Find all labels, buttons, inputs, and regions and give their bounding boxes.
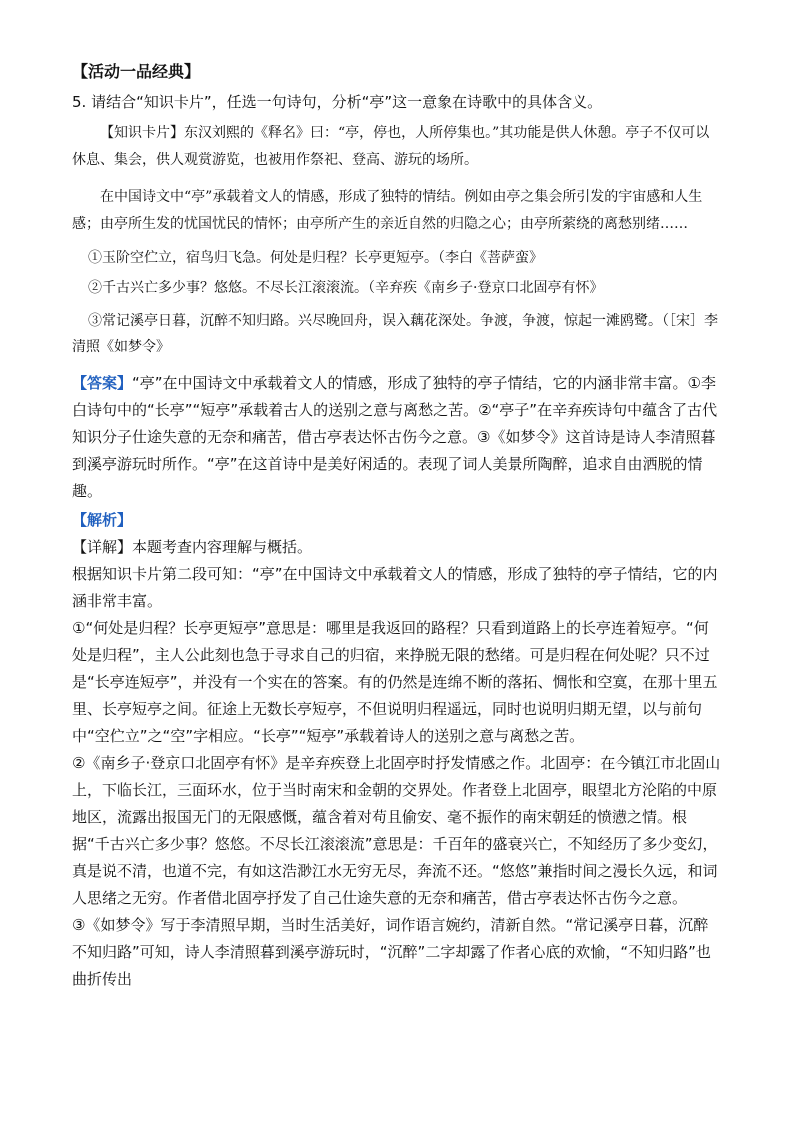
analysis-paragraph-3: ②《南乡子·登京口北固亭有怀》是辛弃疾登上北固亭时抒发情感之作。北固亭：在今镇江市北固山上，下临长江，三面环水，位于当时南宋和金朝的交界处。作者登上北固亭，眼望北方沦陷的中原地区，流露出报国无门的无限感慨，蕴含着对苟且偷安、毫不振作的南宋朝廷的愤懑之情。根据“千古兴亡多少事？悠悠。不尽长江滚滚流”意思是：千百年的盛衰兴亡，不知经历了多少变幻，真是说不清，也道不完，有如这浩渺江水无穷无尽，奔流不还。“悠悠”兼指时间之漫长久远，和词人思绪之无穷。作者借北固亭抒发了自己仕途失意的无奈和痛苦，借古亭表达怀古伤今之意。	[72, 754, 721, 907]
analysis-label	[72, 507, 722, 534]
analysis-paragraph-2: ①“何处是归程？长亭更短亭”意思是：哪里是我返回的路程？只看到道路上的长亭连着短亭。“何处是归程”，主人公此刻也急于寻求自己的归宿，来挣脱无限的愁绪。可是归程在何处呢？只不过是“长亭连短亭”，并没有一个实在的答案。有的仍然是连绵不断的落拓、惆怅和空寞，在那十里五里、长亭短亭之间。征途上无数长亭短亭，不但说明归程遥远，同时也说明归期无望，以与前句中“空伫立”之“空”字相应。“长亭”“短亭”承载着诗人的送别之意与离愁之苦。	[72, 619, 718, 745]
document-page	[72, 62, 722, 993]
detail-label: 【详解】	[72, 538, 133, 556]
poem-line-3: ③常记溪亭日暮，沉醉不知归路。兴尽晚回舟，误入藕花深处。争渡，争渡，惊起一滩鸥鹭。（［宋］李清照《如梦令》	[72, 313, 718, 355]
analysis-label-text: 【解析】	[72, 511, 133, 529]
poem-line-1: ①玉阶空伫立，宿鸟归飞急。何处是归程？长亭更短亭。（李白《菩萨蛮》	[88, 250, 543, 266]
answer-label: 【答案】	[72, 374, 133, 392]
detail-text: 本题考查内容理解与概括。	[132, 538, 313, 556]
detail-line	[72, 534, 722, 561]
analysis-paragraph-1: 根据知识卡片第二段可知：“亭”在中国诗文中承载着文人的情感，形成了独特的亭子情结，它的内涵非常丰富。	[72, 565, 718, 610]
answer-section	[72, 370, 722, 505]
poem-line-2: ②千古兴亡多少事？悠悠。不尽长江滚滚流。（辛弃疾《南乡子·登京口北固亭有怀》	[88, 280, 604, 296]
answer-text: “亭”在中国诗文中承载着文人的情感，形成了独特的亭子情结，它的内涵非常丰富。①李白诗句中的“长亭”“短亭”承载着古人的送别之意与离愁之苦。②“亭子”在辛弃疾诗句中蕴含了古代知识分子仕途失意的无奈和痛苦，借古亭表达怀古伤今之意。③《如梦令》这首诗是诗人李清照暮到溪亭游玩时所作。“亭”在这首诗中是美好闲适的。表现了词人美景所陶醉，追求自由洒脱的情趣。	[72, 374, 718, 500]
card-paragraph-1: 【知识卡片】东汉刘熙的《释名》曰：“亭，停也，人所停集也。”其功能是供人休憩。亭子不仅可以休息、集会，供人观赏游览，也被用作祭祀、登高、游玩的场所。	[72, 125, 710, 168]
section-title: 【活动一品经典】	[72, 62, 201, 81]
knowledge-card	[72, 120, 722, 360]
question-text: 5. 请结合“知识卡片”，任选一句诗句，分析“亭”这一意象在诗歌中的具体含义。	[72, 93, 603, 111]
card-paragraph-2: 在中国诗文中“亭”承载着文人的情感，形成了独特的情结。例如由亭之集会所引发的宇宙感和人生感；由亭所生发的忧国忧民的情怀；由亭所产生的亲近自然的归隐之心；由亭所萦绕的离愁别绪……	[72, 189, 703, 232]
analysis-paragraph-4: ③《如梦令》写于李清照早期，当时生活美好，词作语言婉约，清新自然。“常记溪亭日暮，沉醉不知归路”可知，诗人李清照暮到溪亭游玩时，“沉醉”二字却露了作者心底的欢愉，“不知归路”也曲折传出	[72, 916, 711, 988]
